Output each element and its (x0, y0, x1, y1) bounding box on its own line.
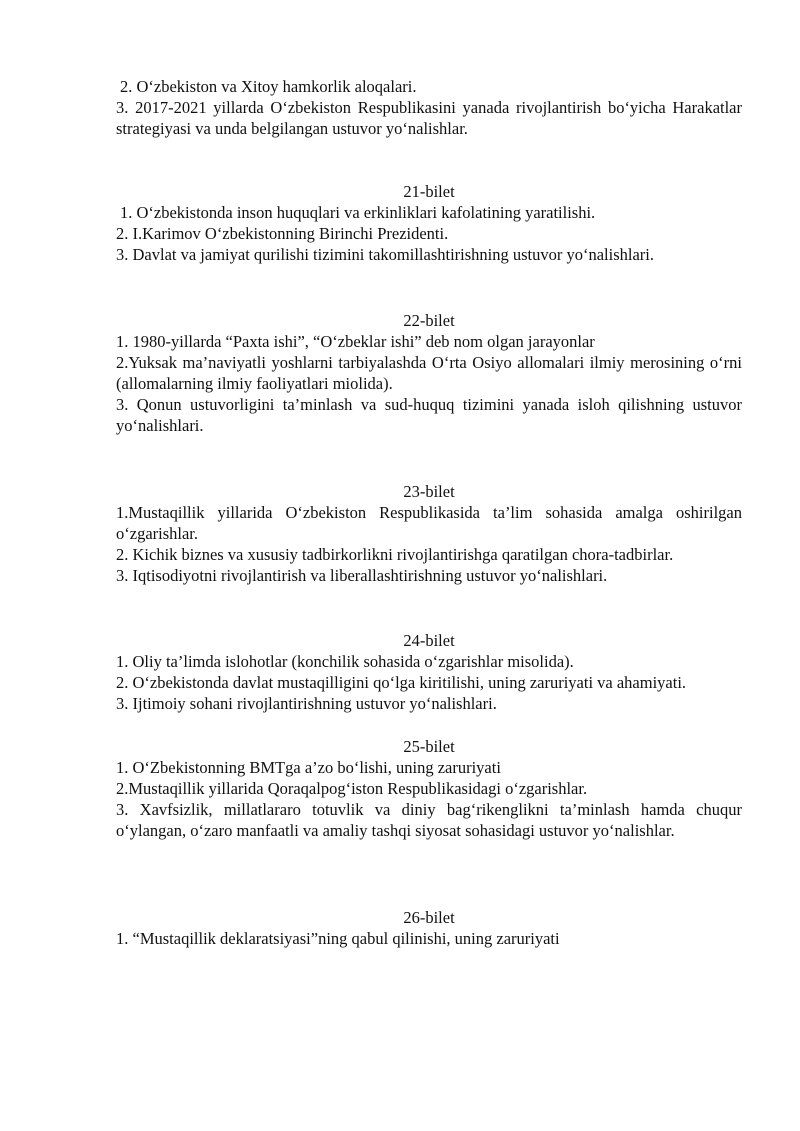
bilet-section (116, 181, 742, 265)
intro-item: 2. O‘zbekiston va Xitoy hamkorlik aloqalari. (120, 77, 417, 96)
bilet-question: 2.Yuksak ma’naviyatli yoshlarni tarbiyalashda O‘rta Osiyo allomalari ilmiy merosining o‘rni (allomalarning ilmiy faoliyatlari miolida). (116, 353, 742, 393)
bilet-question: 1. “Mustaqillik deklaratsiyasi”ning qabul qilinishi, uning zaruriyati (116, 929, 560, 948)
bilet-section (116, 310, 742, 436)
bilet-question: 3. Ijtimoiy sohani rivojlantirishning ustuvor yo‘nalishlari. (116, 694, 497, 713)
bilet-section (116, 481, 742, 586)
bilet-title: 26-bilet (403, 908, 455, 927)
bilet-question: 1. O‘Zbekistonning BMTga a’zo bo‘lishi, uning zaruriyati (116, 758, 501, 777)
bilet-title: 25-bilet (403, 737, 455, 756)
bilet-question: 3. Davlat va jamiyat qurilishi tizimini takomillashtirishning ustuvor yo‘nalishlari. (116, 245, 655, 264)
bilet-question: 2. O‘zbekistonda davlat mustaqilligini qo‘lga kiritilishi, uning zaruriyati va ahamiyati. (116, 673, 687, 692)
bilet-question: 1. 1980-yillarda “Paxta ishi”, “O‘zbeklar ishi” deb nom olgan jarayonlar (116, 332, 595, 351)
intro-item: 3. 2017-2021 yillarda O‘zbekiston Respublikasini yanada rivojlantirish bo‘yicha Harakatlar strategiyasi va unda belgilangan ustuvor yo‘nalishlar. (116, 98, 742, 138)
bilet-section (116, 907, 742, 949)
bilet-question: 3. Xavfsizlik, millatlararo totuvlik va diniy bag‘rikenglikni ta’minlash hamda chuqur o‘ylangan, o‘zaro manfaatli va amaliy tashqi siyosat sohasidagi ustuvor yo‘nalishlar. (116, 800, 742, 840)
bilet-section (116, 630, 742, 714)
bilet-title: 22-bilet (403, 311, 455, 330)
document-body (116, 76, 742, 949)
bilet-question: 1. O‘zbekistonda inson huquqlari va erkinliklari kafolatining yaratilishi. (120, 203, 596, 222)
bilet-title: 23-bilet (403, 482, 455, 501)
bilet-question: 2.Mustaqillik yillarida Qoraqalpog‘iston Respublikasidagi o‘zgarishlar. (116, 779, 588, 798)
bilet-question: 2. Kichik biznes va xususiy tadbirkorlikni rivojlantirishga qaratilgan chora-tadbirlar. (116, 545, 674, 564)
bilet-title: 21-bilet (403, 182, 455, 201)
bilet-question: 3. Iqtisodiyotni rivojlantirish va liberallashtirishning ustuvor yo‘nalishlari. (116, 566, 608, 585)
bilet-question: 1. Oliy ta’limda islohotlar (konchilik sohasida o‘zgarishlar misolida). (116, 652, 574, 671)
bilet-question: 1.Mustaqillik yillarida O‘zbekiston Respublikasida ta’lim sohasida amalga oshirilgan o‘zgarishlar. (116, 503, 742, 543)
bilet-question: 2. I.Karimov O‘zbekistonning Birinchi Prezidenti. (116, 224, 449, 243)
bilet-section (116, 736, 742, 841)
bilet-title: 24-bilet (403, 631, 455, 650)
bilet-question: 3. Qonun ustuvorligini ta’minlash va sud-huquq tizimini yanada isloh qilishning ustuvor yo‘nalishlari. (116, 395, 742, 435)
